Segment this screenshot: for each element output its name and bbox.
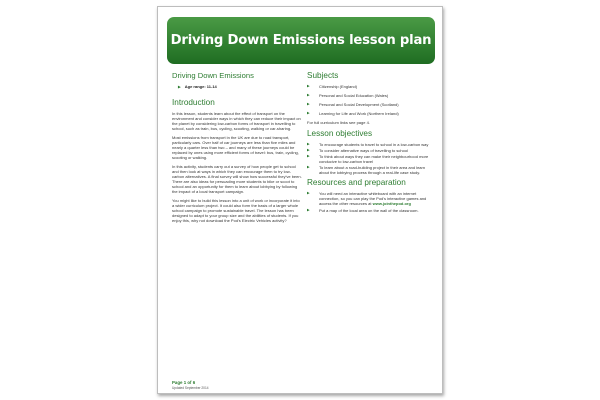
objective-item: ▶ To think about ways they can make their neighbourhood more conducive to low-carbon travel bbox=[307, 154, 431, 164]
objective-item: ▶ To learn about a road-building project in their area and learn about the lobbying process through a real-life case study. bbox=[307, 165, 431, 175]
curriculum-note: For full curriculum links see page 4. bbox=[307, 120, 370, 125]
objective-item: ▶ To consider alternative ways of travelling to school bbox=[307, 148, 431, 153]
resources-list bbox=[307, 191, 431, 213]
document-title: Driving Down Emissions lesson plan bbox=[170, 33, 432, 48]
introduction-heading: Introduction bbox=[172, 98, 215, 107]
subjects-list bbox=[307, 84, 431, 116]
intro-paragraph-1: In this lesson, students learn about the effect of transport on the environment and consider ways in which they can reduce their impact on the planet by considering low-carbon forms of transport in travelling to school, such as train, bus, cycling, scooting, walking or car-sharing. bbox=[172, 111, 301, 131]
document-page bbox=[157, 6, 443, 394]
intro-paragraph-3: In this activity, students carry out a survey of how people get to school and then look at ways in which they can encourage them to try low-carbon alternatives. A final survey will show how successful they've been. There are also ideas for persuading more students to bike or scoot to school and an opportunity for them to learn about lobbying by following the impact of a local transport campaign. bbox=[172, 164, 302, 194]
website-link[interactable]: www.jointhepod.org bbox=[372, 201, 411, 206]
objective-item: ▶ To encourage students to travel to school in a low-carbon way bbox=[307, 142, 431, 147]
resource-text: You will need an interactive whiteboard with an internet connection, so you can play the Pod's interactive games and access the other resources at bbox=[319, 191, 427, 206]
lesson-title: Driving Down Emissions bbox=[172, 71, 254, 80]
subject-item: ▶ Personal and Social Education (Wales) bbox=[307, 93, 431, 98]
age-range: ▶ Age range: 11-14 bbox=[178, 84, 302, 89]
right-column bbox=[307, 71, 431, 216]
intro-paragraph-4: You might like to build this lesson into a unit of work or incorporate it into a wider curriculum project. It could also form the basis of a larger whole school campaign to promote sustainable travel. The lesson has been designed to adapt to your group size and the abilities of students. If you enjoy this, why not download the Pod's Electric Vehicles activity? bbox=[172, 198, 300, 223]
page-number: Page 1 of 6 bbox=[172, 380, 196, 385]
resources-heading: Resources and preparation bbox=[307, 178, 406, 187]
subject-item: ▶ Personal and Social Development (Scotland) bbox=[307, 102, 431, 107]
resource-item bbox=[307, 191, 431, 206]
subject-item: ▶ Learning for Life and Work (Northern Ireland) bbox=[307, 111, 431, 116]
intro-paragraph-2: Most emissions from transport in the UK are due to road transport, particularly cars. Over half of car journeys are less than five miles and nearly a quarter less than two – and many of these journeys could be replaced by ones using more efficient forms of travel: bus, train, cycling, scooting or walking. bbox=[172, 135, 299, 160]
objectives-heading: Lesson objectives bbox=[307, 129, 373, 138]
subjects-heading: Subjects bbox=[307, 71, 339, 80]
left-column bbox=[172, 71, 302, 227]
subject-item: ▶ Citizenship (England) bbox=[307, 84, 431, 89]
resource-item: ▶ Put a map of the local area on the wall of the classroom. bbox=[307, 208, 431, 213]
objectives-list bbox=[307, 142, 431, 175]
updated-date: Updated September 2014 bbox=[172, 386, 209, 390]
page-footer bbox=[172, 380, 209, 390]
title-banner bbox=[167, 17, 435, 64]
